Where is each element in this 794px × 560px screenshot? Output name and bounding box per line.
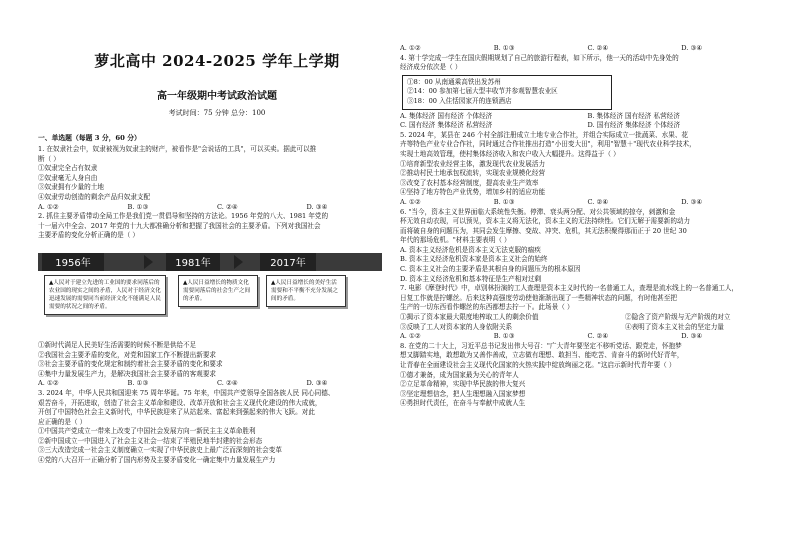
question-4-stem: 经济成分依次是（ ） (400, 63, 462, 72)
question-8-item: ④勇担时代责任，在奋斗与奉献中成就人生 (400, 399, 526, 408)
question-1-item: ①奴隶完全占有奴隶 (38, 164, 98, 173)
option-d[interactable]: D. ③④ (681, 44, 703, 52)
question-1-item: ③奴隶拥有少量的土地 (38, 183, 104, 192)
question-6 (400, 208, 775, 285)
option-d[interactable]: D. 国有经济 集体经济 个体经济 (587, 121, 681, 130)
question-7-options (400, 332, 775, 342)
option-a[interactable]: A. ①② (400, 197, 421, 206)
option-d[interactable]: D. ③④ (681, 332, 703, 341)
question-5-stem: 卉等特色产业专业合作社，同时通过合作社推出打造"小田变大田"，利用"智慧＋"现代农业科学技术， (400, 140, 696, 149)
timeline-arrow-icon (144, 255, 153, 269)
itinerary-item: ①8：00 从南通乘高铁出发苏州 (407, 77, 501, 86)
itinerary-item: ②14：00 参加第七届大型丰收节并参观智慧农业区 (407, 87, 558, 96)
option-d[interactable]: D. ③④ (306, 202, 328, 211)
option-b[interactable]: B. ①③ (493, 44, 515, 52)
question-2-stem: 主要矛盾的变化分析正确的是（ ） (38, 231, 140, 240)
question-5 (400, 131, 775, 208)
itinerary-item: ③18：00 入住恬园家开的连锁酒店 (407, 96, 512, 105)
question-2-options (38, 379, 396, 389)
question-4-options (400, 121, 775, 131)
question-2-item: ①新时代满足人民美好生活需要的时候不断是供给不足 (38, 340, 197, 349)
option-d[interactable]: D. ③④ (306, 379, 328, 388)
question-3-stem: 开创了中国特色社会主义新时代，中华民族迎来了从站起来、富起来到强起来的伟大飞跃。对此 (38, 408, 315, 417)
option-a[interactable]: A. 集体经济 国有经济 个体经济 (400, 111, 493, 120)
question-3-stem: 3. 2024 年，中华人民共和国迎来 75 周年华诞。75 年来，中国共产党领导全国各族人民 同心同德、 (38, 388, 335, 397)
question-5-options (400, 198, 775, 208)
question-6-stem: 年代的那场危机。"材料主要表明（ ） (400, 236, 511, 245)
question-7-item: ④表明了资本主义社会的坚定力量 (625, 322, 724, 331)
question-8-stem: 8. 在党的二十大上，习近平总书记发出伟大号召："广大青年要坚定不移听党话、跟党走，怀抱梦 (400, 341, 682, 350)
question-6-stem: 杯无效自动衣现，可以预见，资本主义将无法化，资本主义的无法持续性。它们无解于需要新的动力 (400, 217, 691, 226)
question-7-item: ②隐含了资产阶级与无产阶级的对立 (625, 313, 731, 322)
option-a[interactable]: A. ①② (38, 379, 59, 388)
timeline-box-2017: ▲人民日益增长的美好生活需要和不平衡不充分发展之间的矛盾。 (266, 275, 346, 307)
question-3-item: ③三大改造完成一社会主义制度确立一实现了中华民族史上最广泛而深刻的社会变革 (38, 446, 282, 455)
timeline-box-1981: ▲人民日益增长的物质文化需要同落后的社会生产之间的矛盾。 (178, 275, 258, 307)
question-5-stem: 5. 2024 年，某县在 246 个村全部注册成立土地专业合作社，并组合实际成立一批蔬菜、水果、花 (400, 130, 689, 139)
right-column (400, 0, 775, 560)
question-4-options (400, 112, 775, 122)
question-8 (400, 342, 775, 409)
question-3-options (400, 44, 775, 54)
exam-subtitle: 高一年级期中考试政治试题 (157, 91, 277, 102)
question-2-item: ②我国社会主要矛盾的变化，对党和国家工作不断提出新要求 (38, 350, 217, 359)
question-2-item: ④集中力量发展生产力，是解决我国社会主要矛盾的客观要求 (38, 369, 217, 378)
question-6-stem: 6. "当今，资本主义世界面临大系统性失衡。停滞、衰头两分配、对公共领域的掠夺，刺激和金 (400, 207, 676, 216)
question-2-stem: 2. 抓住主要矛盾带动全局工作是我们党一贯倡导和坚持的方法论。1956 年党的八大、1981 年党的 (38, 212, 329, 221)
question-7-stem: 日复工作就是拧螺丝。后来这种高强度劳动使他渐渐出现了一些精神状态的问题，有时他甚至把 (400, 293, 677, 302)
option-c[interactable]: C. 国有经济 集体经济 私营经济 (400, 121, 493, 130)
question-7-items (400, 323, 775, 333)
option-c[interactable]: C. ②④ (587, 197, 609, 206)
question-5-item: ④坚持了地方特色产业优势，增加乡村的适应功能 (400, 188, 546, 197)
option-a[interactable]: A. ①② (400, 44, 421, 52)
section-heading: 一、单选题（每题 3 分，60 分） (38, 134, 141, 142)
question-4-stem: 4. 第十学完成一学生在国庆假期规划了自己的旅游行程表，如下所示，他一天的活动中先身处的 (400, 53, 679, 62)
year-label-1981: 1981年 (166, 253, 220, 271)
question-8-item: ①德才兼备，成为国家最为关心的青年人 (400, 370, 519, 379)
option-a[interactable]: A. 资本主义经济危机是资本主义无法克服的痼疾 (400, 245, 541, 254)
option-d[interactable]: D. 资本主义经济危机和基本特征是生产相对过剩 (400, 274, 542, 283)
question-1-item: ④奴隶劳动创造的剩余产品归奴隶支配 (38, 192, 151, 201)
left-column (38, 0, 396, 560)
question-3-item: ②新中国成立一中国进入了社会主义社会一结束了半殖民地半封建的社会形态 (38, 436, 263, 445)
option-b[interactable]: B. ①③ (493, 332, 515, 341)
question-8-item: ③坚定理想信念，把人生理想融入国家梦想 (400, 389, 526, 398)
question-1-item: ②奴隶毫无人身自由 (38, 173, 98, 182)
question-1-options (38, 203, 396, 213)
question-3-item: ①中国共产党成立一带来上改变了中国社会发展方向一新民主主义革命胜利 (38, 427, 256, 436)
question-2 (38, 212, 396, 389)
question-2-item: ③社会主要矛盾的变化规定和制约着社会主要矛盾的变化和要求 (38, 360, 223, 369)
timeline-box-1956: ▲人民对于建立先进的工业国的要求同落后的农业国的现实之间的矛盾，人民对于经济文化迅速发展的需要同当前经济文化不能满足人民需要的状况之间的矛盾。 (44, 275, 166, 315)
option-b[interactable]: B. ①③ (493, 197, 515, 206)
option-d[interactable]: D. ③④ (681, 197, 703, 206)
option-c[interactable]: C. ②④ (217, 202, 238, 211)
question-7-stem: 7. 电影《摩登时代》中，卓别林扮演的工人查理是资本主义时代的一名普通工人，查理是流水线上的一名普通工人， (400, 284, 739, 293)
option-a[interactable]: A. ①② (38, 202, 59, 211)
option-b[interactable]: B. 资本主义经济危机资本家是资本主义社会的始终 (400, 255, 548, 264)
itinerary-box (402, 75, 612, 110)
question-7-stem: 生产的一切东西看作螺丝的东西都想去拧一下。此场景（ ） (400, 303, 574, 312)
question-3 (38, 389, 396, 466)
question-1 (38, 145, 396, 212)
exam-meta: 考试时间：75 分钟 总分：100 (168, 109, 266, 117)
question-1-stem-2: 断（ ） (38, 154, 60, 163)
question-8-stem: 想又脚踏实地，敢想敢为又善作善成，立志做有理想、敢担当、能吃苦、肯奋斗的新时代好青年， (400, 351, 684, 360)
question-7-items (400, 313, 775, 323)
exam-title: 萝北高中 2024-2025 学年上学期 (94, 52, 340, 70)
option-b[interactable]: B. ①③ (127, 379, 149, 388)
question-7 (400, 284, 775, 342)
option-b[interactable]: B. 集体经济 国有经济 私营经济 (587, 111, 680, 120)
question-7-item: ③反映了工人对资本家的人身依附关系 (400, 322, 513, 331)
question-8-item: ②立足革命精神，实现中华民族的伟大复兴 (400, 380, 526, 389)
question-5-item: ②推动村民土地承包权流转，实现农业规模化经营 (400, 169, 546, 178)
option-c[interactable]: C. ②④ (587, 332, 609, 341)
question-7-item: ①揭示了资本家最大限度地榨取工人的剩余价值 (400, 313, 539, 322)
question-8-stem: 让青春在全面建设社会主义现代化国家的火热实践中绽放绚丽之花。"这启示新时代青年要（ ） (400, 361, 676, 369)
question-5-item: ③改变了农村基本经营制度，提高农业生产效率 (400, 178, 539, 187)
option-c[interactable]: C. ②④ (217, 379, 238, 388)
option-c[interactable]: C. 资本主义社会的主要矛盾是其根自身的问题压为的根本原因 (400, 265, 581, 274)
question-6-stem: 而将破自身的问题压为，其同会发生摩擦、变故、冲突、危机，其无法积聚得那而正于 20 世纪 30 (400, 226, 687, 235)
question-3-stem: 艰苦奋斗，开拓进取，创造了社会主义革命和建设、改革开放和社会主义现代化建设的伟大成就， (38, 398, 322, 407)
timeline-arrow-icon (234, 255, 243, 269)
option-b[interactable]: B. ①③ (127, 202, 149, 211)
question-5-item: ①培育新型农业经营主体，激发现代农业发展活力 (400, 159, 546, 168)
option-c[interactable]: C. ②④ (587, 44, 609, 52)
question-2-stem: 十一届六中全会、2017 年党的十九大都准确分析和把握了我国社会的主要矛盾。下列对我国社会 (38, 221, 321, 230)
year-label-2017: 2017年 (260, 253, 316, 271)
question-5-stem: 实现土地高效管理，使村集体经济收入和农户收入大幅提升。这得益于（ ） (400, 149, 620, 158)
year-label-1956: 1956年 (42, 253, 104, 271)
timeline-diagram (38, 244, 396, 338)
question-3-stem: 应正确的是（ ） (38, 417, 87, 426)
question-3-item: ④党的八大召开一正确分析了国内形势及主要矛盾变化一确定集中力量发展生产力 (38, 456, 276, 465)
question-1-stem: 1. 在奴隶社会中，奴隶被视为奴隶主的财产，被看作是"会说话的工具"，可以买卖。据此可以推 (38, 145, 317, 153)
option-a[interactable]: A. ①② (400, 332, 421, 341)
question-4 (400, 54, 775, 131)
